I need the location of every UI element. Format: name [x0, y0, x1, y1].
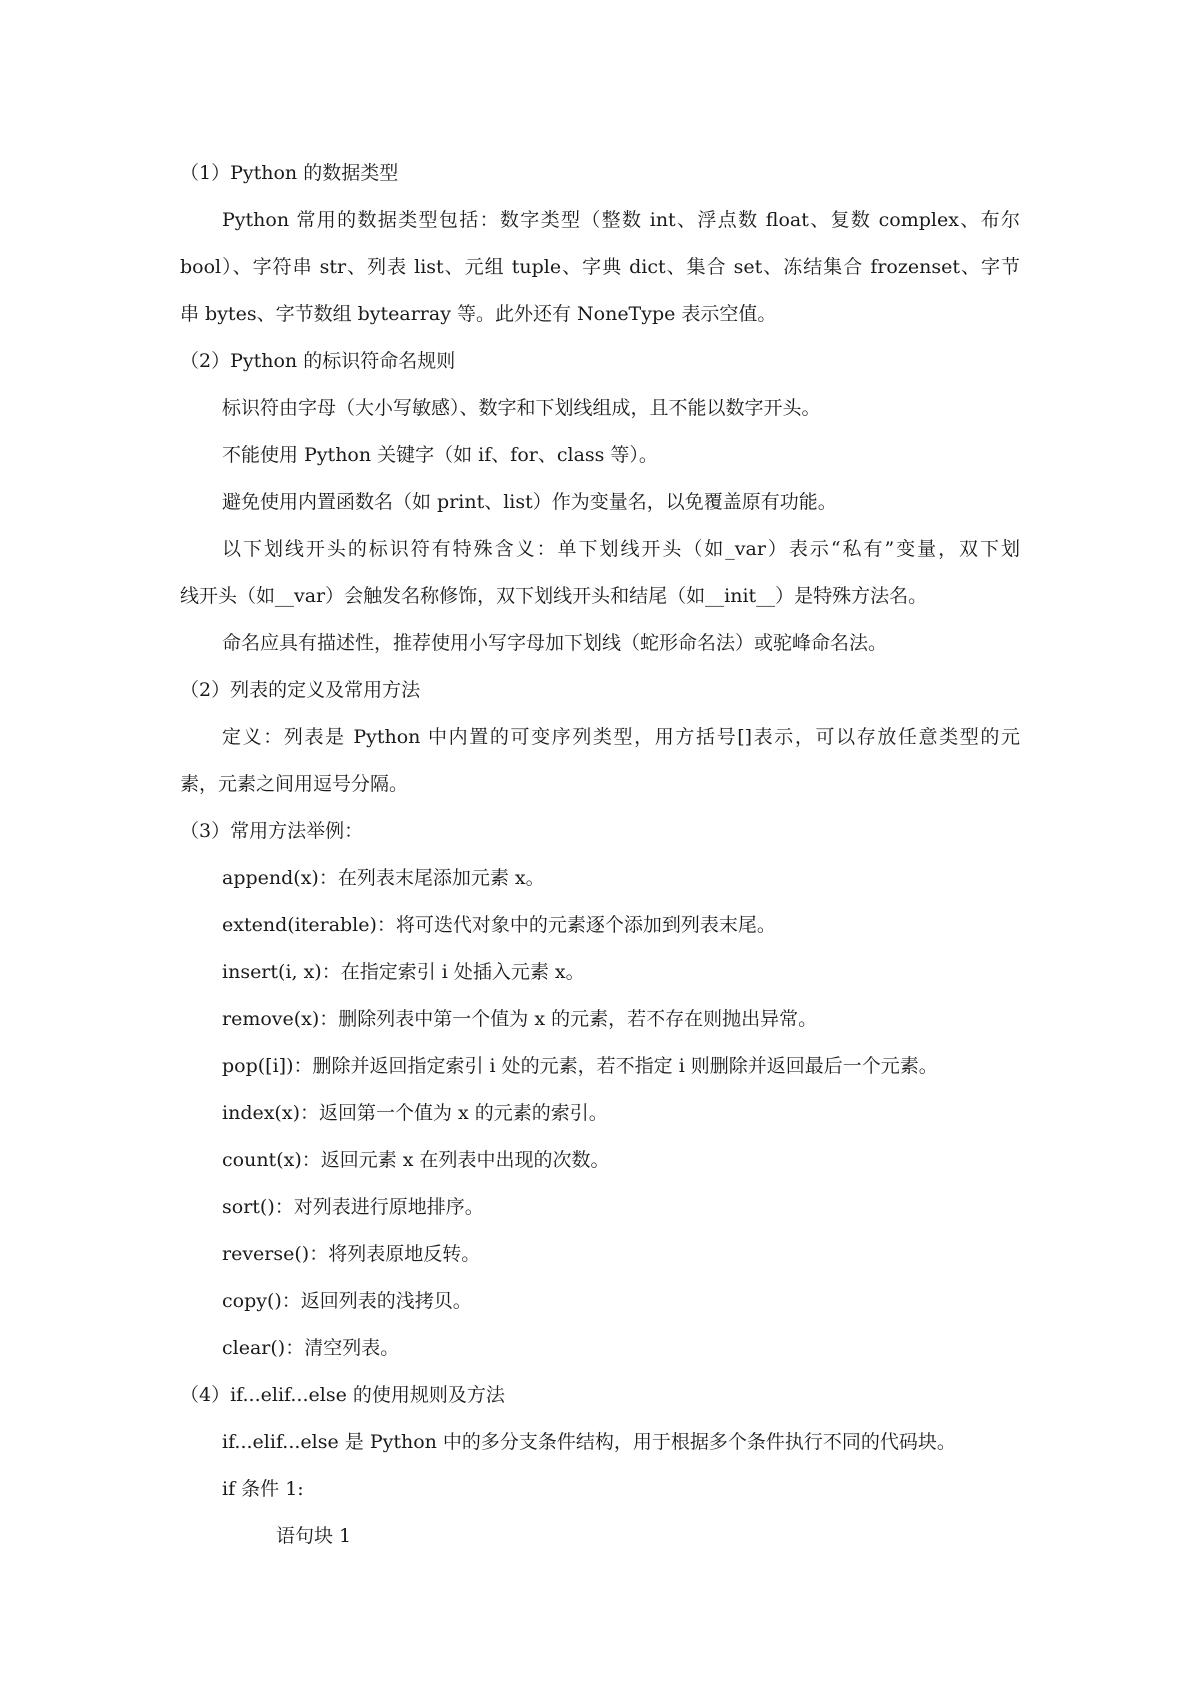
paragraph-line: index(x)：返回第一个值为 x 的元素的索引。 [222, 1102, 608, 1124]
paragraph-line: pop([i])：删除并返回指定索引 i 处的元素，若不指定 i 则删除并返回最后一个元素。 [222, 1055, 938, 1077]
document-body [180, 150, 1020, 1560]
section-heading: （2）Python 的标识符命名规则 [180, 350, 456, 372]
paragraph-line: clear()：清空列表。 [222, 1337, 400, 1359]
paragraph-line: 命名应具有描述性，推荐使用小写字母加下划线（蛇形命名法）或驼峰命名法。 [222, 632, 888, 654]
paragraph-line: 线开头（如__var）会触发名称修饰，双下划线开头和结尾（如__init__）是特殊方法名。 [180, 585, 928, 607]
section-heading: （1）Python 的数据类型 [180, 162, 399, 184]
paragraph-line: 定义：列表是 Python 中内置的可变序列类型，用方括号[]表示，可以存放任意类型的元 [222, 726, 1020, 748]
paragraph-line: remove(x)：删除列表中第一个值为 x 的元素，若不存在则抛出异常。 [222, 1008, 818, 1030]
paragraph-line: bool）、字符串 str、列表 list、元组 tuple、字典 dict、集合 set、冻结集合 frozenset、字节 [180, 256, 1020, 278]
paragraph-line: count(x)：返回元素 x 在列表中出现的次数。 [222, 1149, 610, 1171]
paragraph-line: 串 bytes、字节数组 bytearray 等。此外还有 NoneType 表示空值。 [180, 303, 777, 325]
paragraph-line: Python 常用的数据类型包括：数字类型（整数 int、浮点数 float、复数 complex、布尔 [222, 209, 1020, 231]
paragraph-line: sort()：对列表进行原地排序。 [222, 1196, 484, 1218]
paragraph-line: 素，元素之间用逗号分隔。 [180, 773, 409, 795]
paragraph-line: copy()：返回列表的浅拷贝。 [222, 1290, 472, 1312]
section-heading: （4）if...elif...else 的使用规则及方法 [180, 1384, 505, 1406]
paragraph-line: insert(i, x)：在指定索引 i 处插入元素 x。 [222, 961, 585, 983]
paragraph-line: 以下划线开头的标识符有特殊含义：单下划线开头（如_var）表示“私有”变量，双下划 [222, 538, 1020, 560]
paragraph-line: reverse()：将列表原地反转。 [222, 1243, 481, 1265]
section-heading: （2）列表的定义及常用方法 [180, 679, 421, 701]
paragraph-line: 语句块 1 [276, 1525, 352, 1547]
paragraph-line: if 条件 1: [222, 1478, 304, 1500]
section-heading: （3）常用方法举例： [180, 820, 364, 842]
paragraph-line: if...elif...else 是 Python 中的多分支条件结构，用于根据多个条件执行不同的代码块。 [222, 1431, 956, 1453]
paragraph-line: extend(iterable)：将可迭代对象中的元素逐个添加到列表末尾。 [222, 914, 776, 936]
paragraph-line: 不能使用 Python 关键字（如 if、for、class 等）。 [222, 444, 658, 466]
paragraph-line: 标识符由字母（大小写敏感）、数字和下划线组成，且不能以数字开头。 [222, 397, 821, 419]
paragraph-line: append(x)：在列表末尾添加元素 x。 [222, 867, 545, 889]
paragraph-line: 避免使用内置函数名（如 print、list）作为变量名，以免覆盖原有功能。 [222, 491, 837, 513]
